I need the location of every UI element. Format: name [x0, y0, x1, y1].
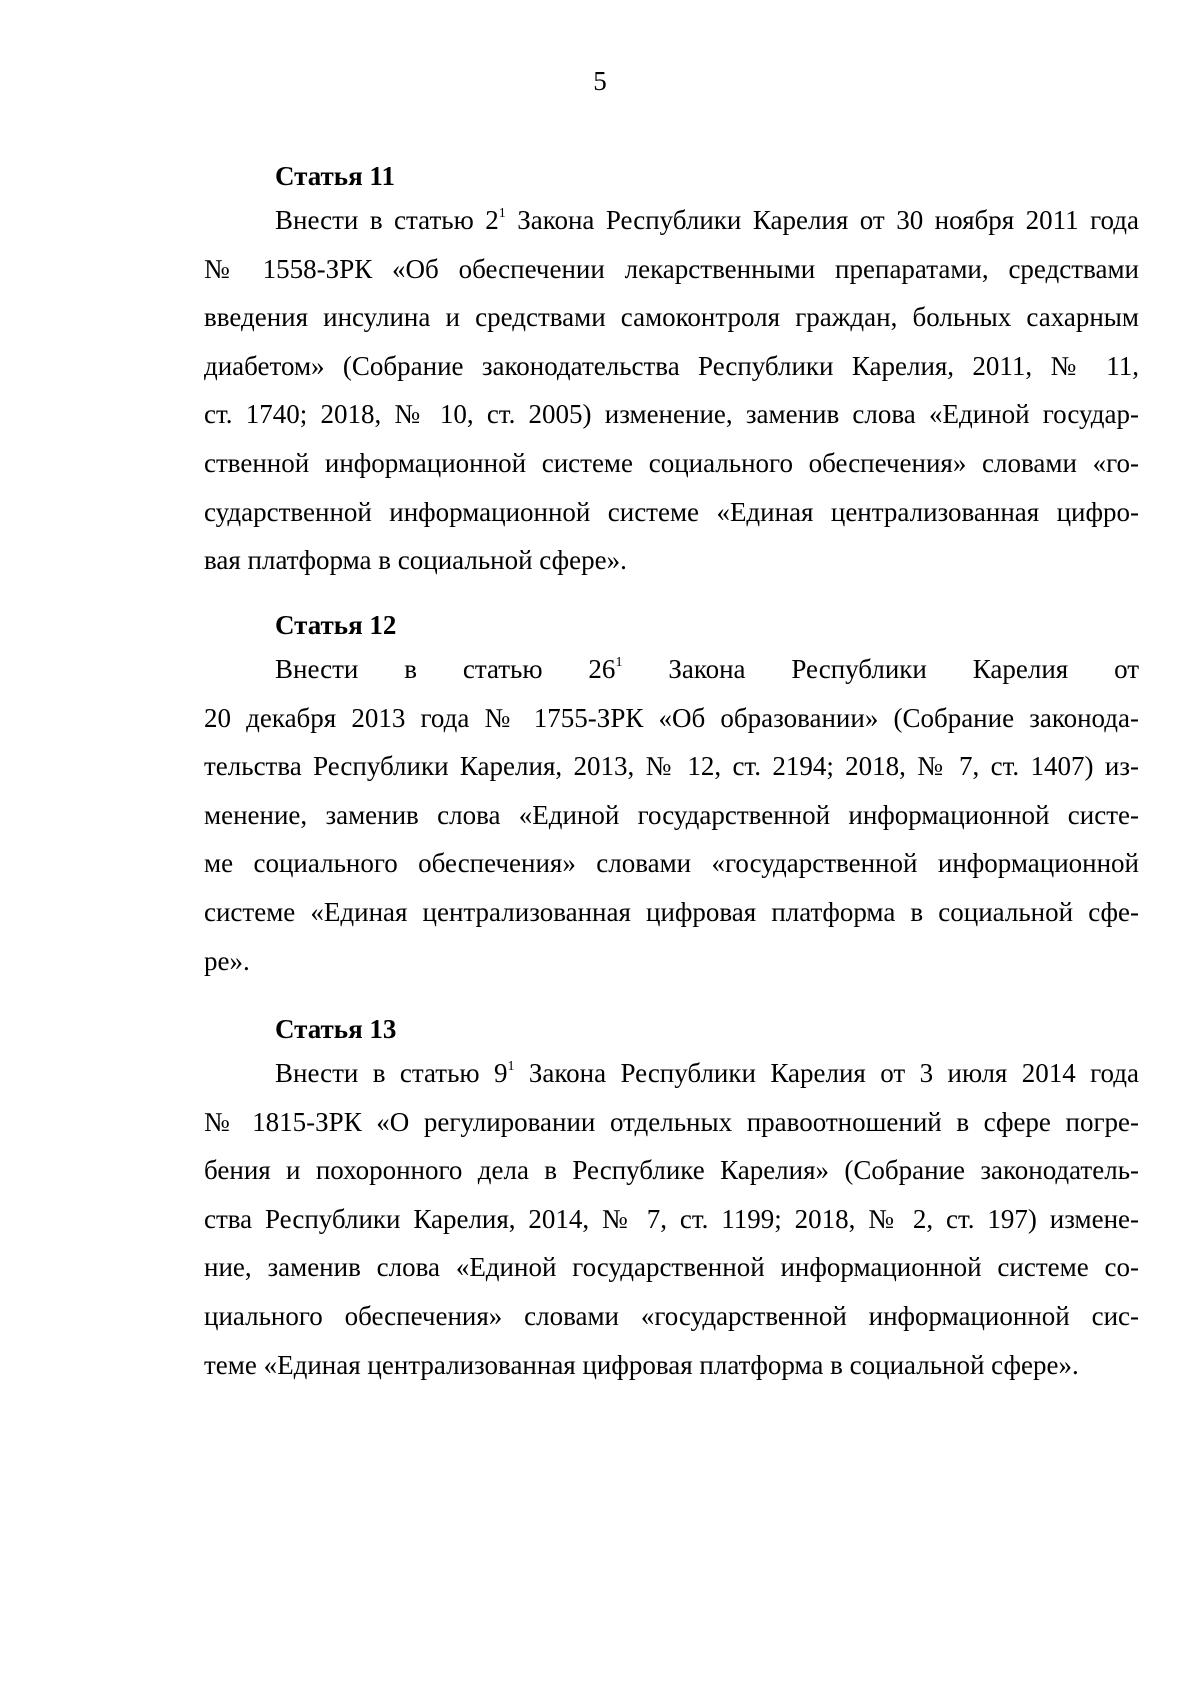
- line-text: Внести в статью 26: [275, 654, 616, 684]
- text-line: № 1815-ЗРК «О регулировании отдельных правоотношений в сфере погре-: [204, 1106, 1139, 1137]
- text-line: введения инсулина и средствами самоконтроля граждан, больных сахарным: [204, 302, 1139, 333]
- article-title: Статья 12: [275, 610, 397, 640]
- superscript: 1: [498, 206, 506, 221]
- text-line: системе «Единая централизованная цифровая платформа в социальной сфе-: [204, 896, 1139, 927]
- text-line: бения и похоронного дела в Республике Карелия» (Собрание законодатель-: [204, 1155, 1139, 1186]
- line-text: Внести в статью 2: [275, 205, 499, 235]
- text-line: диабетом» (Собрание законодательства Республики Карелия, 2011, № 11,: [204, 350, 1139, 381]
- text-line: 20 декабря 2013 года № 1755-ЗРК «Об образовании» (Собрание законода-: [204, 702, 1139, 733]
- text-line: [204, 645, 1139, 694]
- superscript: 1: [615, 655, 623, 670]
- text-line: № 1558-ЗРК «Об обеспечении лекарственными препаратами, средствами: [204, 253, 1139, 284]
- text-line: вая платформа в социальной сфере».: [204, 545, 627, 576]
- text-line: ре».: [204, 945, 250, 976]
- article-title: Статья 13: [275, 1014, 397, 1044]
- text-line: ст. 1740; 2018, № 10, ст. 2005) изменение, заменив слова «Единой государ-: [204, 399, 1139, 430]
- article-body: [204, 1049, 1139, 1389]
- text-line: менение, заменив слова «Единой государственной информационной систе-: [204, 799, 1139, 830]
- text-line: [204, 196, 1139, 245]
- text-line: ства Республики Карелия, 2014, № 7, ст. 1199; 2018, № 2, ст. 197) измене-: [204, 1203, 1139, 1234]
- text-line: сударственной информационной системе «Единая централизованная цифро-: [204, 496, 1139, 527]
- text-line: ние, заменив слова «Единой государственной информационной системе со-: [204, 1252, 1139, 1283]
- article-body: [204, 645, 1139, 985]
- line-text: Закона Республики Карелия от 3 июля 2014 года: [514, 1058, 1139, 1088]
- text-line: ственной информационной системе социального обеспечения» словами «го-: [204, 447, 1139, 478]
- article-title: Статья 11: [275, 161, 395, 191]
- superscript: 1: [507, 1059, 515, 1074]
- text-line: [204, 1049, 1139, 1098]
- text-line: ме социального обеспечения» словами «государственной информационной: [204, 848, 1139, 879]
- page-number: 5: [593, 66, 607, 96]
- text-line: циального обеспечения» словами «государственной информационной сис-: [204, 1300, 1139, 1331]
- text-line: теме «Единая централизованная цифровая платформа в социальной сфере».: [204, 1349, 1079, 1380]
- text-line: тельства Республики Карелия, 2013, № 12, ст. 2194; 2018, № 7, ст. 1407) из-: [204, 751, 1139, 782]
- line-text: Закона Республики Карелия от 30 ноября 2011 года: [505, 205, 1139, 235]
- line-text: Закона Республики Карелия от: [622, 654, 1140, 684]
- article-body: [204, 196, 1139, 585]
- line-text: Внести в статью 9: [275, 1058, 508, 1088]
